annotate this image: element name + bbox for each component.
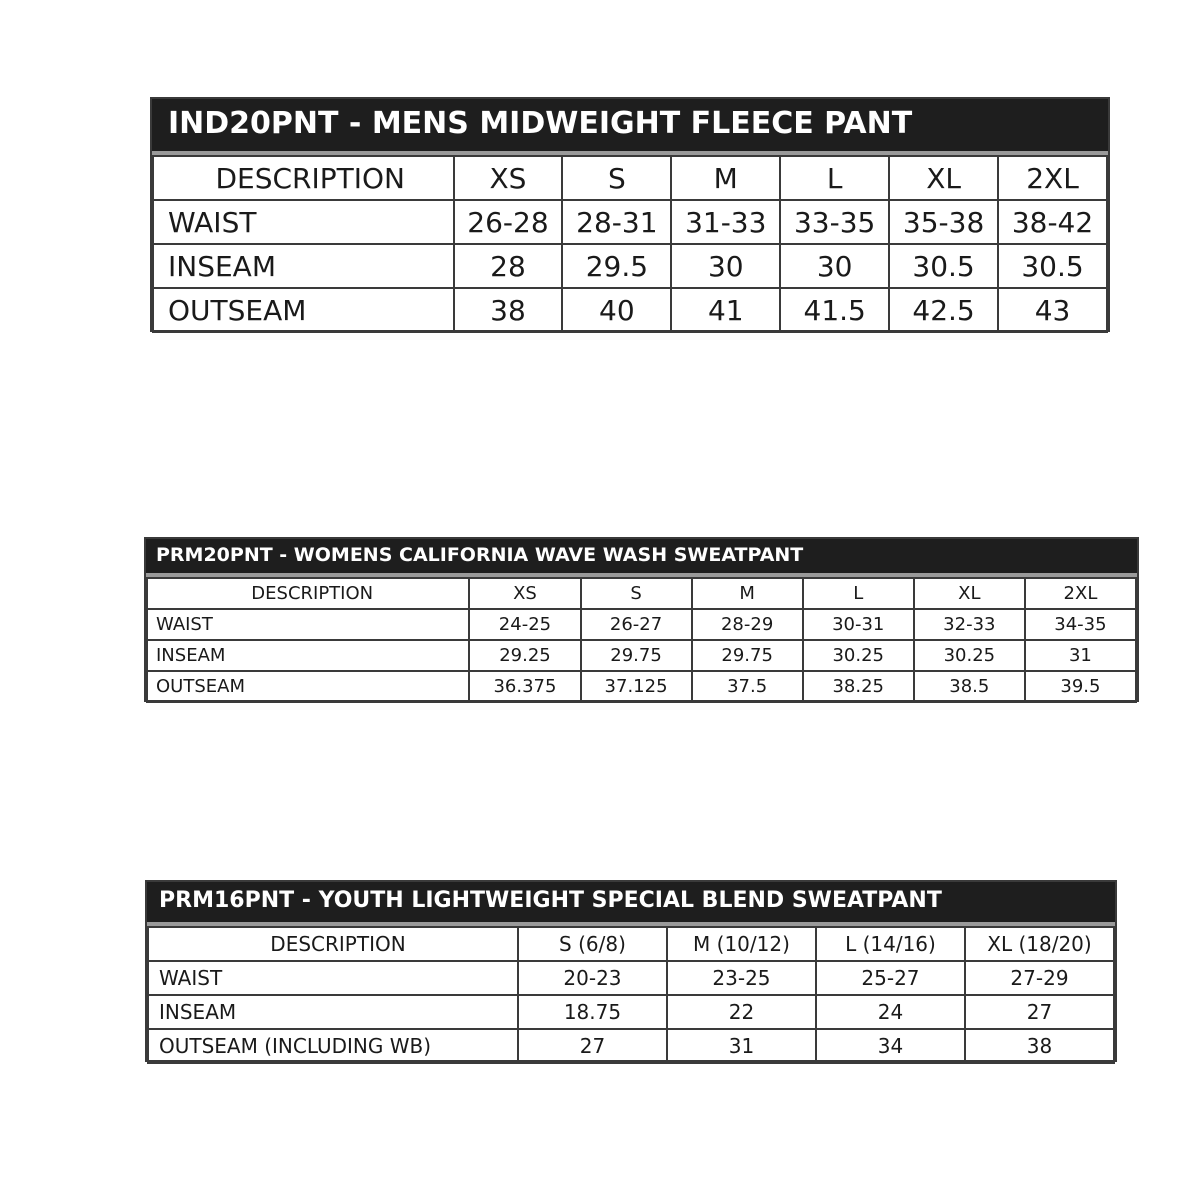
table-row: [147, 609, 1136, 640]
table-cell: 30.5: [998, 244, 1107, 288]
table-row: [147, 671, 1136, 702]
table-cell: 36.375: [469, 671, 580, 702]
row-label: OUTSEAM: [147, 671, 469, 702]
table-cell: 43: [998, 288, 1107, 332]
row-label: INSEAM: [148, 995, 518, 1029]
table-cell: 28-31: [562, 200, 671, 244]
table-cell: 28-29: [692, 609, 803, 640]
size-chart-title: IND20PNT - MENS MIDWEIGHT FLEECE PANT: [152, 99, 1108, 155]
table-cell: 41.5: [780, 288, 889, 332]
table-cell: 33-35: [780, 200, 889, 244]
column-header: DESCRIPTION: [147, 578, 469, 609]
column-header: L: [780, 156, 889, 200]
table-cell: 28: [454, 244, 563, 288]
table-cell: 38: [454, 288, 563, 332]
table-cell: 40: [562, 288, 671, 332]
table-cell: 35-38: [889, 200, 998, 244]
table-cell: 24: [816, 995, 965, 1029]
table-cell: 34-35: [1025, 609, 1136, 640]
table-cell: 24-25: [469, 609, 580, 640]
column-header: XS: [454, 156, 563, 200]
table-cell: 27-29: [965, 961, 1114, 995]
table-cell: 30: [780, 244, 889, 288]
size-chart-youth: [145, 880, 1117, 1062]
table-cell: 37.125: [581, 671, 692, 702]
table-header-row: [147, 578, 1136, 609]
column-header: 2XL: [1025, 578, 1136, 609]
column-header: XS: [469, 578, 580, 609]
column-header: DESCRIPTION: [153, 156, 454, 200]
size-table: [147, 926, 1115, 1064]
column-header: M: [692, 578, 803, 609]
table-row: [153, 200, 1107, 244]
table-row: [147, 640, 1136, 671]
table-cell: 29.75: [692, 640, 803, 671]
table-header-row: [148, 927, 1114, 961]
column-header: XL: [889, 156, 998, 200]
column-header: DESCRIPTION: [148, 927, 518, 961]
size-chart-title: PRM20PNT - WOMENS CALIFORNIA WAVE WASH SWEATPANT: [146, 539, 1137, 577]
table-row: [148, 1029, 1114, 1063]
column-header: S: [581, 578, 692, 609]
table-cell: 29.5: [562, 244, 671, 288]
row-label: OUTSEAM: [153, 288, 454, 332]
table-row: [148, 961, 1114, 995]
table-row: [148, 995, 1114, 1029]
table-cell: 41: [671, 288, 780, 332]
size-chart-womens: [144, 537, 1139, 702]
table-cell: 38.5: [914, 671, 1025, 702]
table-cell: 38-42: [998, 200, 1107, 244]
column-header: S (6/8): [518, 927, 667, 961]
table-cell: 30: [671, 244, 780, 288]
column-header: L (14/16): [816, 927, 965, 961]
row-label: WAIST: [153, 200, 454, 244]
row-label: INSEAM: [153, 244, 454, 288]
column-header: L: [803, 578, 914, 609]
table-cell: 25-27: [816, 961, 965, 995]
table-header-row: [153, 156, 1107, 200]
table-row: [153, 244, 1107, 288]
table-row: [153, 288, 1107, 332]
table-cell: 29.25: [469, 640, 580, 671]
column-header: 2XL: [998, 156, 1107, 200]
table-cell: 34: [816, 1029, 965, 1063]
table-cell: 22: [667, 995, 816, 1029]
table-cell: 27: [965, 995, 1114, 1029]
table-cell: 26-27: [581, 609, 692, 640]
table-cell: 42.5: [889, 288, 998, 332]
column-header: XL (18/20): [965, 927, 1114, 961]
table-cell: 38: [965, 1029, 1114, 1063]
column-header: S: [562, 156, 671, 200]
table-cell: 30.25: [803, 640, 914, 671]
row-label: OUTSEAM (INCLUDING WB): [148, 1029, 518, 1063]
row-label: WAIST: [148, 961, 518, 995]
table-cell: 27: [518, 1029, 667, 1063]
table-cell: 38.25: [803, 671, 914, 702]
table-cell: 32-33: [914, 609, 1025, 640]
size-chart-title: PRM16PNT - YOUTH LIGHTWEIGHT SPECIAL BLEND SWEATPANT: [147, 882, 1115, 926]
table-cell: 18.75: [518, 995, 667, 1029]
column-header: M (10/12): [667, 927, 816, 961]
column-header: XL: [914, 578, 1025, 609]
row-label: INSEAM: [147, 640, 469, 671]
table-cell: 30.25: [914, 640, 1025, 671]
size-table: [152, 155, 1108, 333]
size-table: [146, 577, 1137, 703]
row-label: WAIST: [147, 609, 469, 640]
table-cell: 29.75: [581, 640, 692, 671]
table-cell: 20-23: [518, 961, 667, 995]
table-cell: 31: [1025, 640, 1136, 671]
table-cell: 23-25: [667, 961, 816, 995]
table-cell: 30.5: [889, 244, 998, 288]
table-cell: 37.5: [692, 671, 803, 702]
table-cell: 31-33: [671, 200, 780, 244]
table-cell: 26-28: [454, 200, 563, 244]
table-cell: 39.5: [1025, 671, 1136, 702]
table-cell: 31: [667, 1029, 816, 1063]
table-cell: 30-31: [803, 609, 914, 640]
size-chart-mens: [150, 97, 1110, 332]
column-header: M: [671, 156, 780, 200]
